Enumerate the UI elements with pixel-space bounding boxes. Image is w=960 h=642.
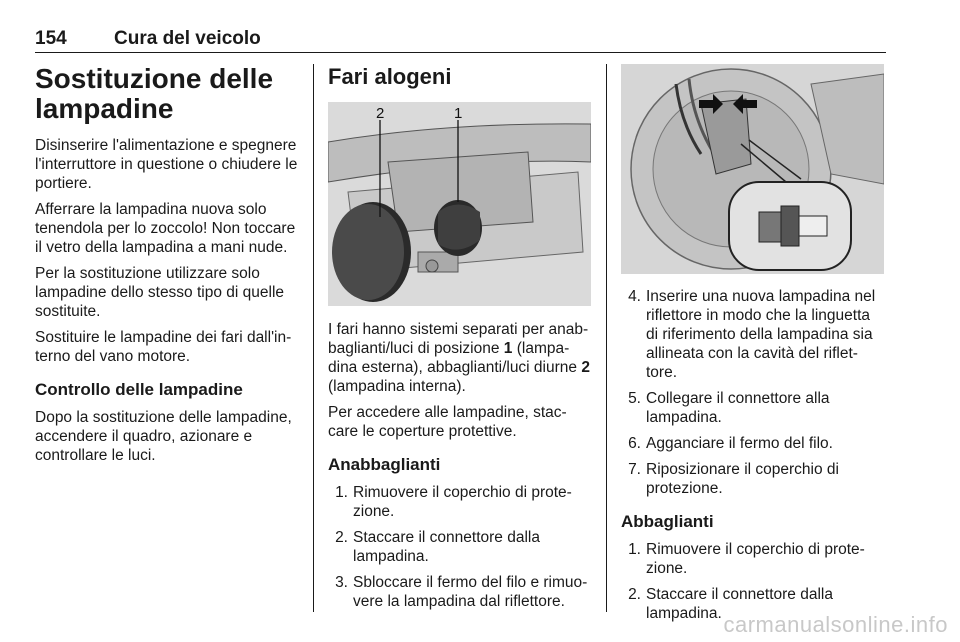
bulb-illustration: [621, 64, 884, 274]
paragraph: Dopo la sostituzione delle lampadine, accendere il quadro, azionare e controllare le luci.: [35, 409, 292, 464]
column-divider: [606, 64, 607, 612]
paragraph: Per la sostituzione utilizzare solo lampadine dello stesso tipo di quelle sostituite.: [35, 265, 285, 320]
column-1: [35, 64, 303, 472]
headlamp-figure: [328, 102, 591, 306]
paragraph: Disinserire l'alimentazione e spegnere l'interruttore in questione o chiudere le portiere.: [35, 137, 298, 192]
chapter-title: Cura del veicolo: [114, 28, 261, 49]
bulb-figure: [621, 64, 884, 274]
list-item: 2. Staccare il connettore dalla lampadina.: [335, 529, 540, 565]
subsection-heading: Abbaglianti: [621, 512, 714, 531]
steps-list: [621, 540, 886, 623]
column-2: [328, 64, 593, 618]
paragraph: Per accedere alle lampadine, stac-care le coperture protettive.: [328, 404, 567, 440]
subsection-heading: Controllo delle lampadine: [35, 380, 243, 399]
section-title: Sostituzione delle lampadine: [35, 63, 274, 124]
intro-paragraph: I fari hanno sistemi separati per anab-baglianti/luci di posizione 1 (lampa-dina esterna), abbaglianti/luci diurne 2 (lampadina interna).: [328, 321, 590, 395]
headlamp-illustration: [328, 102, 591, 306]
steps-list: [621, 287, 886, 498]
list-item: 4. Inserire una nuova lampadina nel riflettore in modo che la linguetta di riferimento della lampadina sia allineata con la cavità del riflet-tore.: [628, 288, 876, 381]
list-item: 7. Riposizionare il coperchio di protezione.: [628, 461, 839, 497]
steps-list: [328, 483, 593, 611]
list-item: 6. Agganciare il fermo del filo.: [628, 435, 833, 452]
list-item: 3. Sbloccare il fermo del filo e rimuo-vere la lampadina dal riflettore.: [335, 574, 588, 610]
section-title: Fari alogeni: [328, 64, 452, 89]
paragraph: Sostituire le lampadine dei fari dall'in-terno del vano motore.: [35, 329, 292, 365]
list-item: 5. Collegare il connettore alla lampadina.: [628, 390, 830, 426]
subsection-heading: Anabbaglianti: [328, 455, 441, 474]
list-item: 1. Rimuovere il coperchio di prote-zione.: [628, 541, 865, 577]
paragraph: Afferrare la lampadina nuova solo tenendola per lo zoccolo! Non toccare il vetro della lampadina a mani nude.: [35, 201, 296, 256]
column-3: [621, 64, 886, 630]
list-item: 2. Staccare il connettore dalla lampadina.: [628, 586, 833, 622]
watermark: carmanualsonline.info: [723, 612, 948, 637]
column-divider: [313, 64, 314, 612]
figure-label-1: 1: [454, 105, 463, 122]
figure-label-2: 2: [376, 105, 385, 122]
page-number: 154: [35, 28, 67, 49]
list-item: 1. Rimuovere il coperchio di prote-zione.: [335, 484, 572, 520]
page-header: [35, 26, 886, 53]
